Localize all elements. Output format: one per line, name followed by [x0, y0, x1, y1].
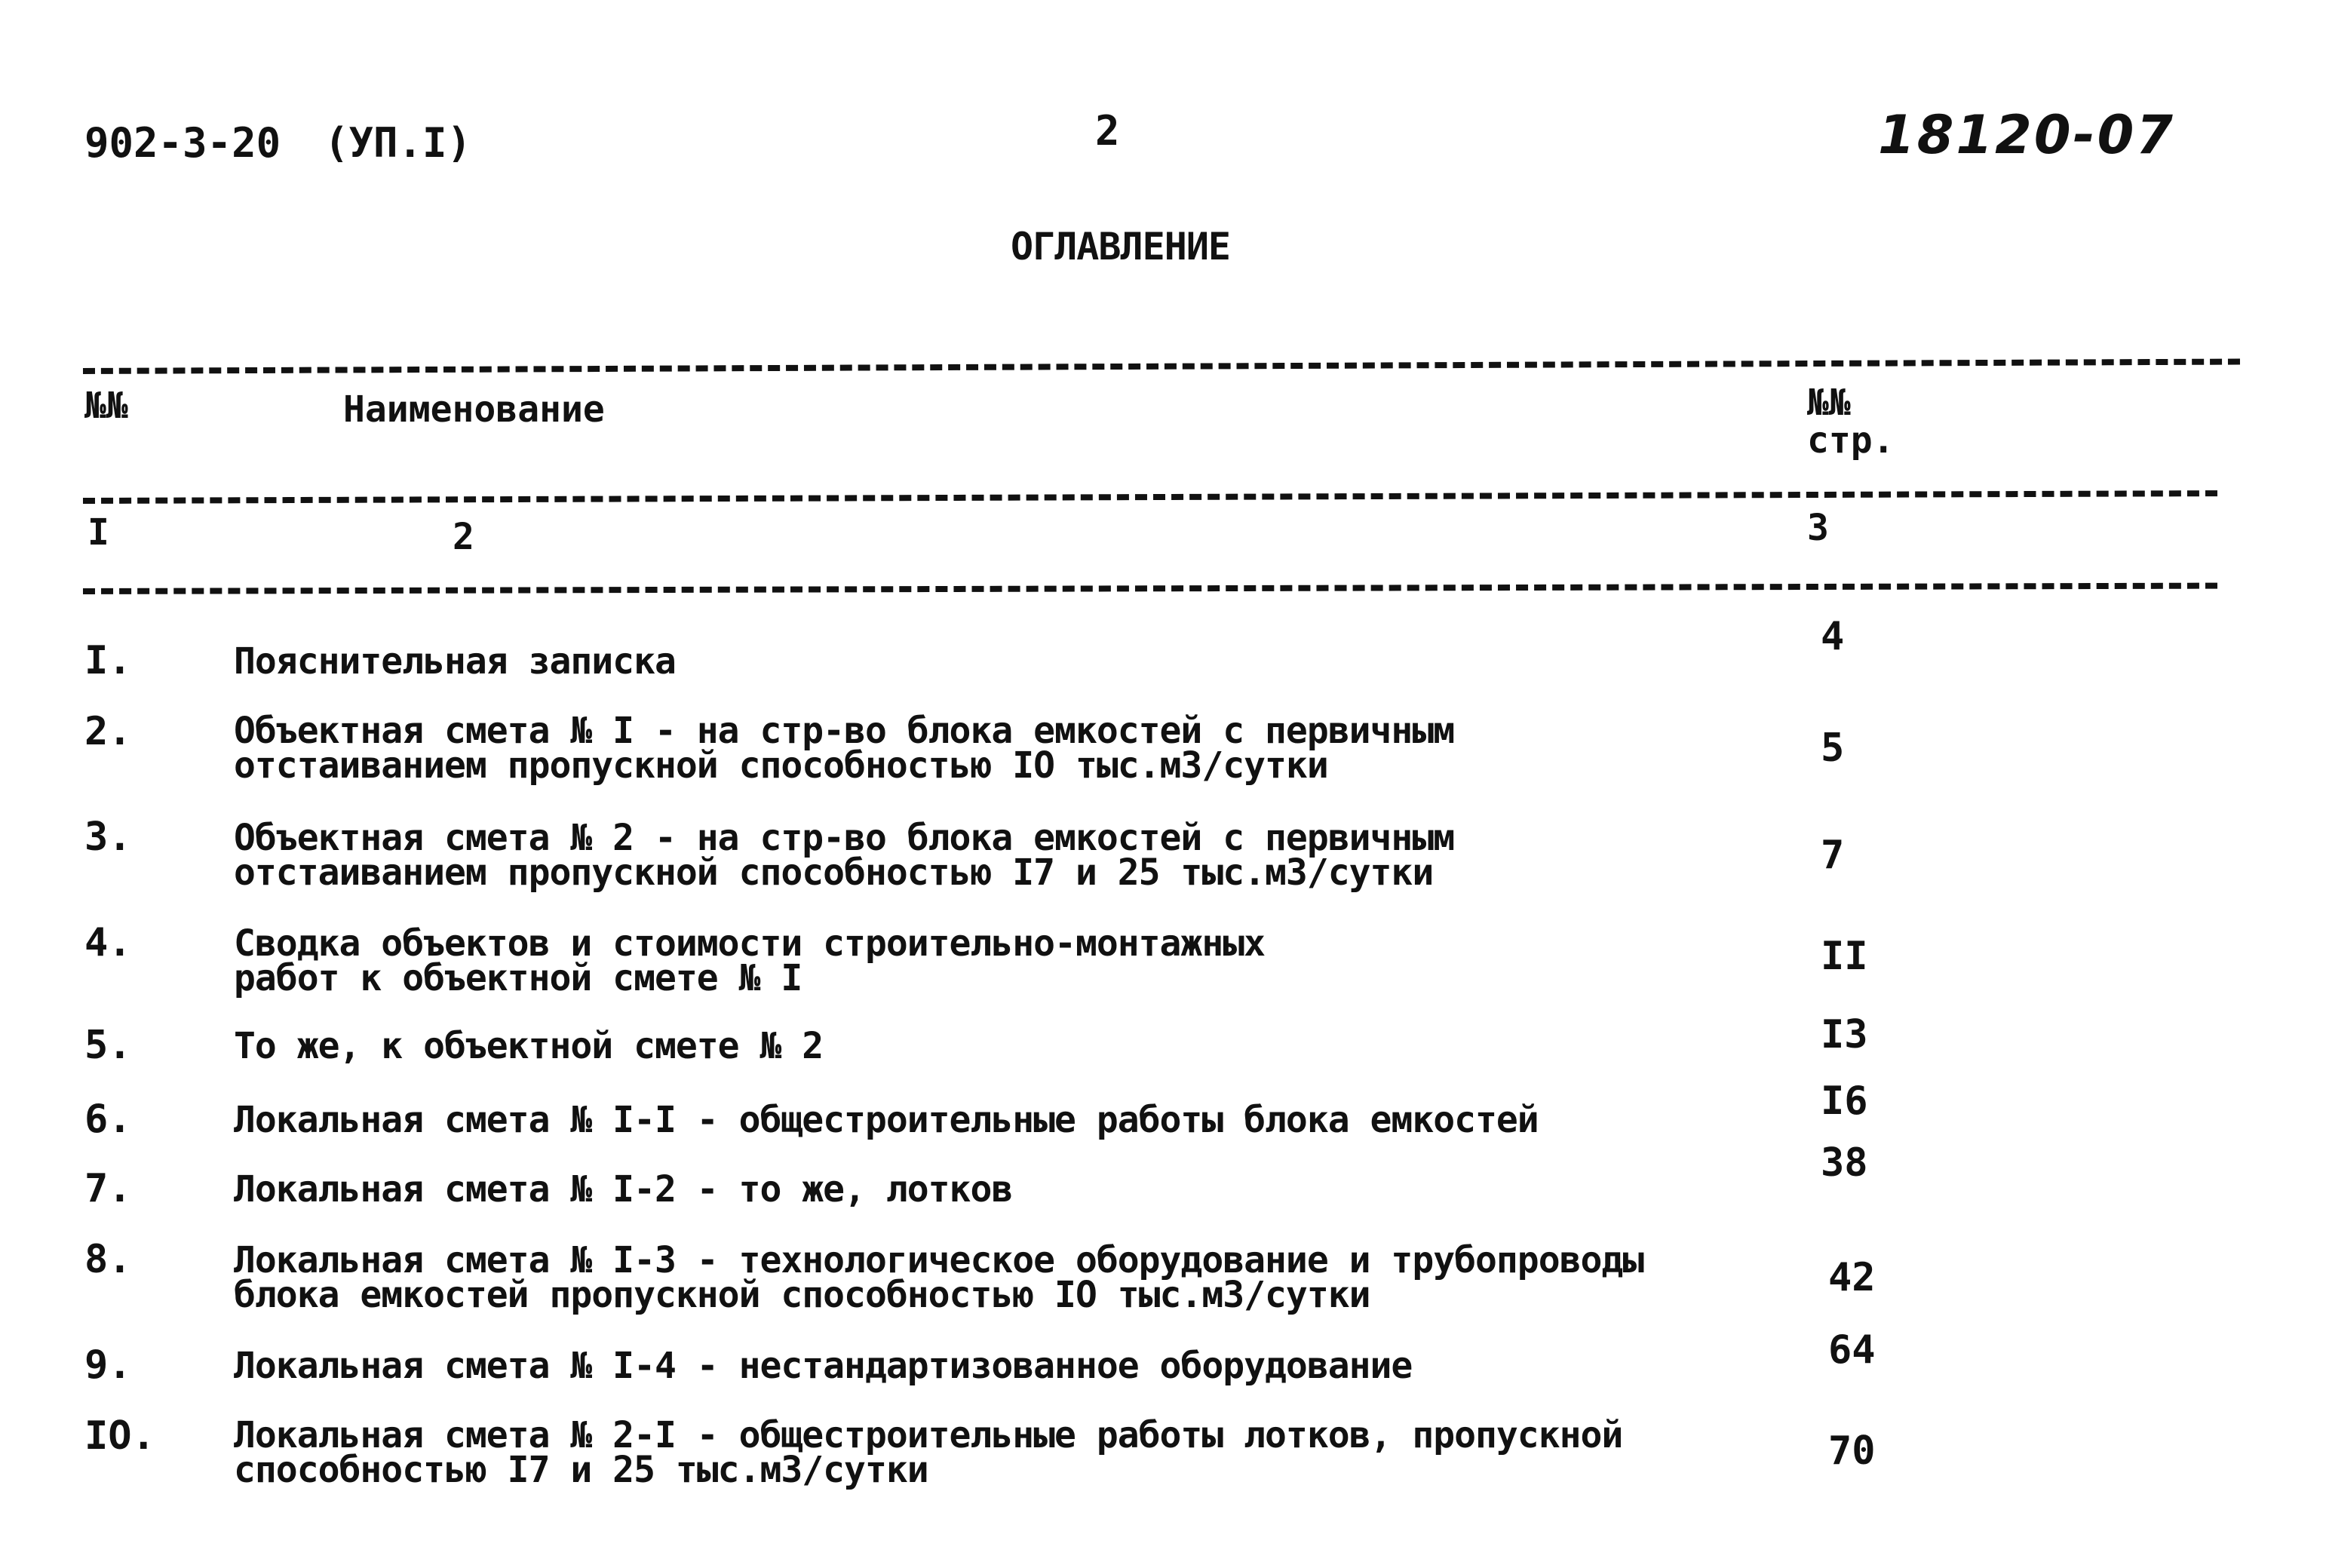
row-title: Пояснительная записка: [234, 640, 676, 683]
row-page: 7: [1821, 833, 1845, 878]
row-page: 5: [1821, 726, 1845, 771]
row-number: 2.: [84, 709, 132, 754]
column-header-page-line1: №№: [1807, 382, 1851, 424]
row-number: 8.: [84, 1237, 132, 1282]
row-number: 4.: [84, 920, 132, 965]
page-title: ОГЛАВЛЕНИЕ: [1011, 225, 1231, 268]
row-page: 42: [1828, 1255, 1876, 1300]
document-code: 902-3-20: [84, 119, 281, 167]
divider-bottom: [83, 583, 2217, 594]
row-number: 5.: [84, 1023, 132, 1068]
row-number: 6.: [84, 1097, 132, 1142]
divider-top: [83, 359, 2240, 374]
row-title: Локальная смета № I-3 - технологическое оборудование и трубопроводы блока емкостей пропускной способностью IO тыс.м3/сутки: [234, 1239, 1644, 1316]
row-number: I.: [84, 638, 132, 683]
column-header-number: №№: [84, 385, 128, 427]
column-header-name: Наименование: [343, 388, 605, 431]
column-header-page-line2: стр.: [1807, 419, 1895, 462]
row-number: IO.: [84, 1413, 155, 1459]
row-number: 7.: [84, 1166, 132, 1211]
row-title: Объектная смета № 2 - на стр-во блока емкостей с первичным отстаиванием пропускной способностью I7 и 25 тыс.м3/сутки: [234, 817, 1455, 894]
row-title: Локальная смета № 2-I - общестроительные работы лотков, пропускной способностью I7 и 25 тыс.м3/сутки: [234, 1414, 1623, 1491]
row-title: Сводка объектов и стоимости строительно-монтажных работ к объектной смете № I: [234, 922, 1266, 999]
row-page: 64: [1828, 1327, 1876, 1373]
row-title: Локальная смета № I-4 - нестандартизованное оборудование: [234, 1345, 1413, 1387]
row-title: Локальная смета № I-I - общестроительные работы блока емкостей: [234, 1099, 1539, 1141]
divider-middle: [83, 490, 2217, 504]
inventory-number: 18120-07: [1878, 104, 2175, 166]
row-title: То же, к объектной смете № 2: [234, 1025, 824, 1067]
page-number: 2: [1095, 107, 1120, 155]
album-label: (УП.I): [324, 119, 472, 167]
row-number: 9.: [84, 1342, 132, 1388]
column-number-1: I: [87, 511, 109, 554]
row-page: I6: [1821, 1079, 1868, 1124]
row-page: 70: [1828, 1428, 1876, 1474]
row-page: 4: [1821, 614, 1845, 659]
row-number: 3.: [84, 815, 132, 860]
row-title: Локальная смета № I-2 - то же, лотков: [234, 1168, 1013, 1211]
row-page: I3: [1821, 1012, 1868, 1057]
row-page: 38: [1821, 1140, 1868, 1186]
column-number-3: 3: [1807, 507, 1829, 549]
column-number-2: 2: [453, 516, 474, 558]
row-title: Объектная смета № I - на стр-во блока емкостей с первичным отстаиванием пропускной способностью IO тыс.м3/сутки: [234, 710, 1455, 787]
row-page: II: [1821, 934, 1868, 979]
